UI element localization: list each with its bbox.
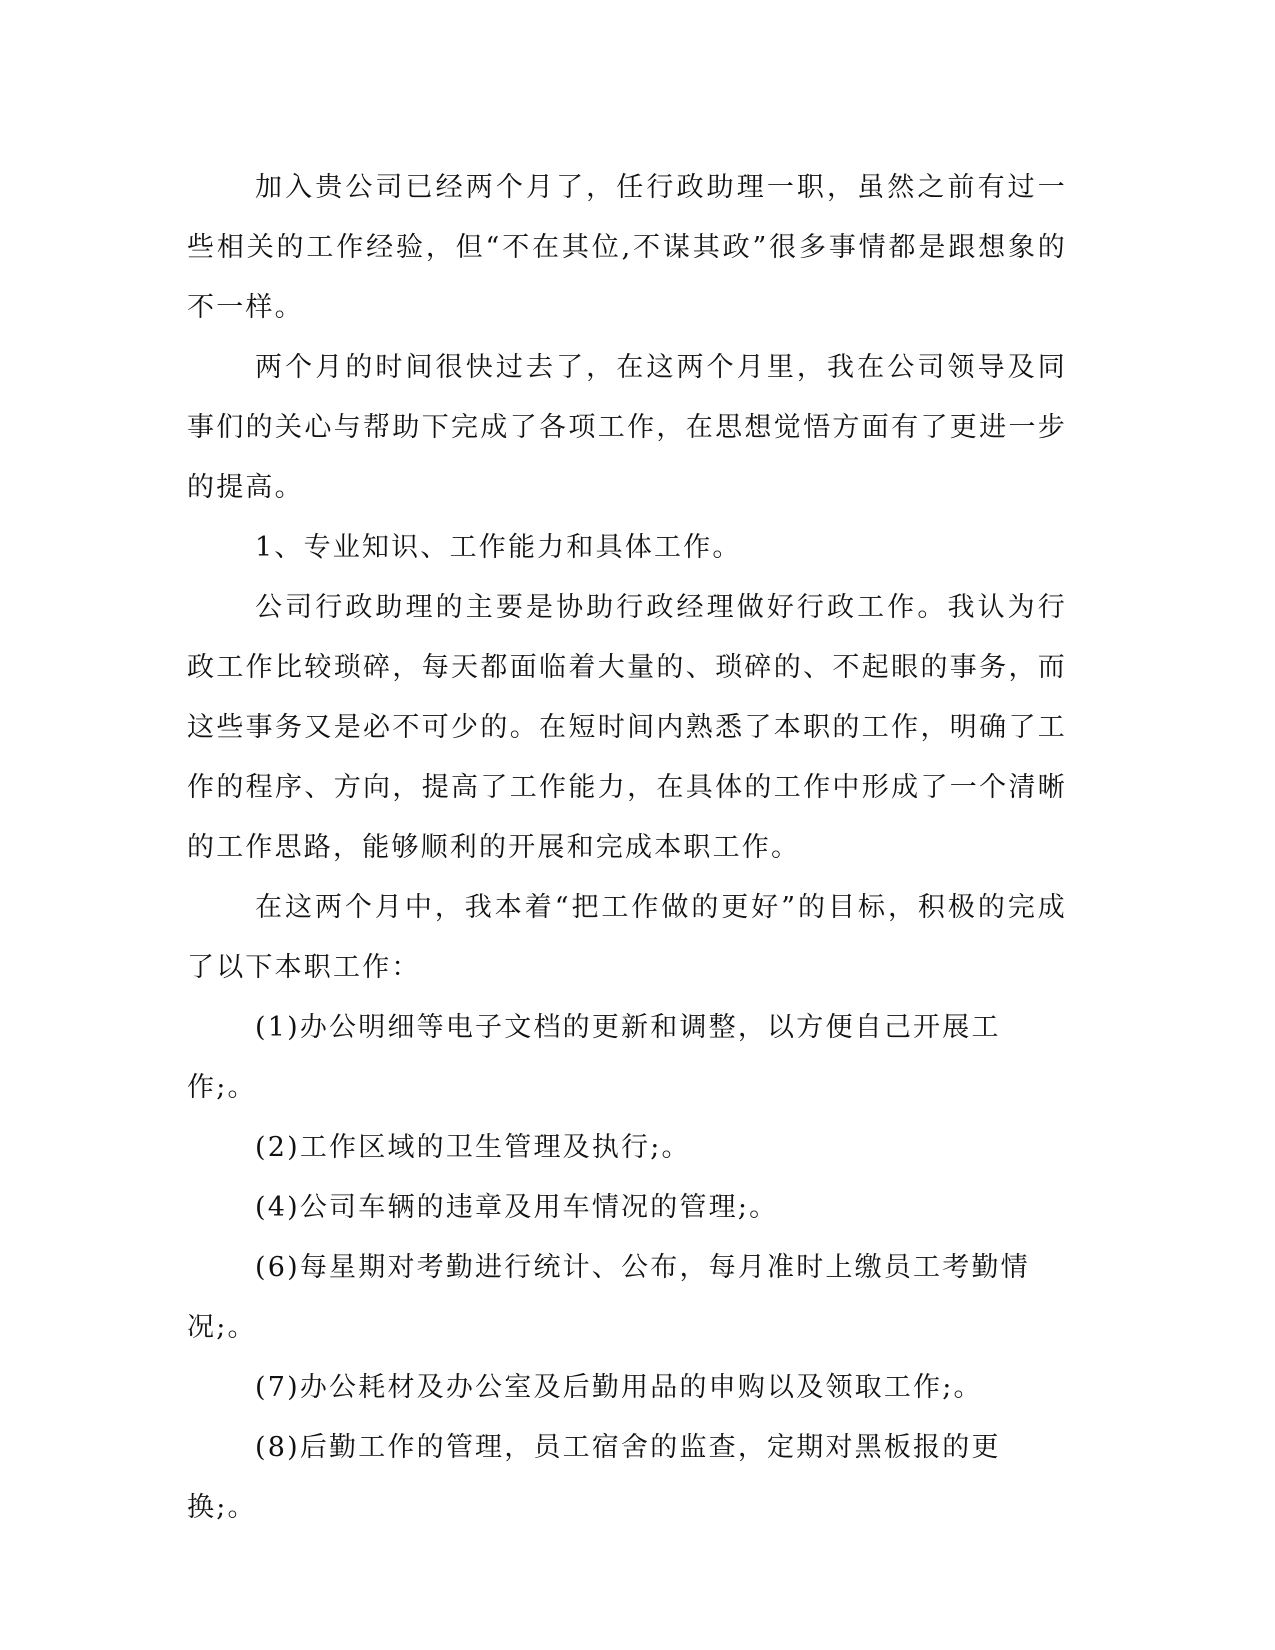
document-body xyxy=(187,158,1067,1538)
paragraph-goal: 在这两个月中，我本着“把工作做的更好”的目标，积极的完成了以下本职工作： xyxy=(187,892,1067,983)
paragraph-duties: 公司行政助理的主要是协助行政经理做好行政工作。我认为行政工作比较琐碎，每天都面临着大量的、琐碎的、不起眼的事务，而这些事务又是必不可少的。在短时间内熟悉了本职的工作，明确了工作的程序、方向，提高了工作能力，在具体的工作中形成了一个清晰的工作思路，能够顺利的开展和完成本职工作。 xyxy=(187,592,1067,863)
list-item: (1)办公明细等电子文档的更新和调整，以方便自己开展工作;。 xyxy=(187,1012,1001,1103)
list-item: (8)后勤工作的管理，员工宿舍的监查，定期对黑板报的更换;。 xyxy=(187,1432,1001,1523)
section-heading: 1、专业知识、工作能力和具体工作。 xyxy=(255,532,742,563)
list-item: (7)办公耗材及办公室及后勤用品的申购以及领取工作;。 xyxy=(255,1372,983,1403)
list-item: (2)工作区域的卫生管理及执行;。 xyxy=(255,1132,691,1163)
list-item: (4)公司车辆的违章及用车情况的管理;。 xyxy=(255,1192,779,1223)
paragraph-intro: 加入贵公司已经两个月了，任行政助理一职，虽然之前有过一些相关的工作经验，但“不在其位,不谋其政”很多事情都是跟想象的不一样。 xyxy=(187,172,1067,323)
list-item: (6)每星期对考勤进行统计、公布，每月准时上缴员工考勤情况;。 xyxy=(187,1252,1030,1343)
paragraph-two-months: 两个月的时间很快过去了，在这两个月里，我在公司领导及同事们的关心与帮助下完成了各项工作，在思想觉悟方面有了更进一步的提高。 xyxy=(187,352,1067,503)
